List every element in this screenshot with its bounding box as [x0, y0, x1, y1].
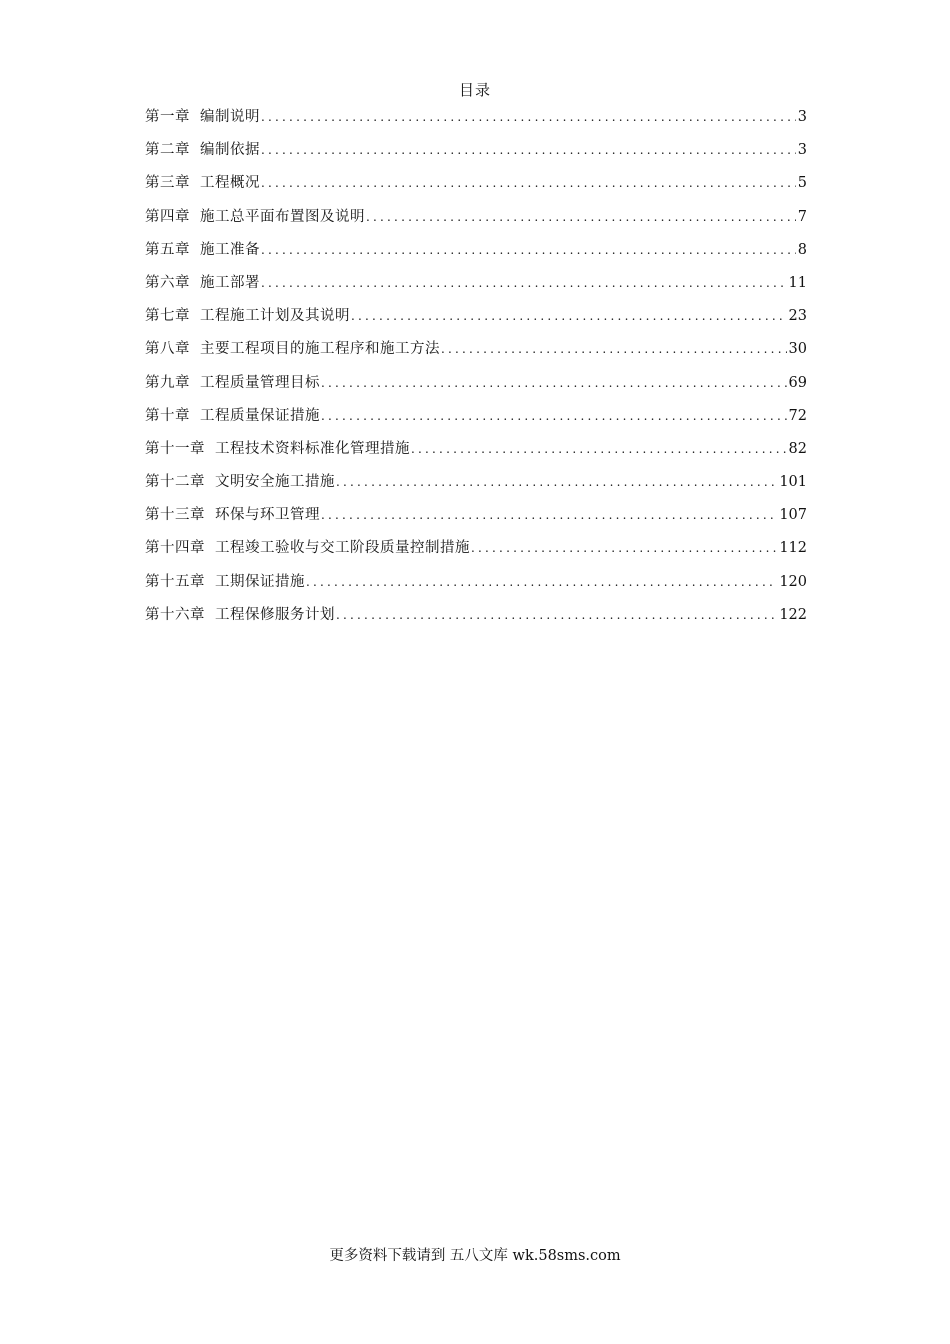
- toc-entry[interactable]: [145, 538, 807, 571]
- toc-page-number: 107: [779, 507, 807, 524]
- toc-chapter-number: 第五章: [145, 241, 190, 258]
- toc-entry[interactable]: [145, 207, 807, 240]
- toc-entry[interactable]: [145, 572, 807, 605]
- toc-page-number: 3: [797, 142, 807, 159]
- toc-dot-leader: [336, 472, 777, 492]
- toc-chapter-name: 施工总平面布置图及说明: [200, 208, 365, 225]
- toc-page-number: 122: [779, 606, 807, 623]
- toc-dot-leader: [261, 240, 796, 260]
- toc-chapter-name: 工程质量保证措施: [200, 407, 320, 424]
- toc-dot-leader: [351, 306, 787, 326]
- toc-page-number: 23: [788, 308, 807, 325]
- toc-chapter-number: 第六章: [145, 274, 190, 291]
- toc-chapter-number: 第十二章: [145, 474, 205, 491]
- toc-chapter-number: 第二章: [145, 142, 190, 159]
- toc-chapter-number: 第一章: [145, 109, 190, 125]
- toc-chapter-name: 编制说明: [200, 109, 260, 125]
- toc-page-number: 3: [797, 109, 807, 125]
- toc-entry[interactable]: [145, 339, 807, 372]
- toc-page-number: 112: [779, 540, 807, 557]
- toc-page-number: 69: [788, 374, 807, 391]
- toc-dot-leader: [261, 107, 796, 127]
- toc-dot-leader: [321, 505, 777, 525]
- toc-page-number: 101: [779, 474, 807, 491]
- toc-title: 目录: [458, 81, 491, 99]
- toc-dot-leader: [411, 439, 787, 459]
- toc-entry[interactable]: [145, 439, 807, 472]
- toc-chapter-number: 第八章: [145, 341, 190, 358]
- toc-page-number: 5: [797, 175, 807, 192]
- toc-page-number: 11: [788, 274, 807, 291]
- toc-page-number: 72: [788, 407, 807, 424]
- toc-dot-leader: [306, 572, 777, 592]
- toc-chapter-name: 主要工程项目的施工程序和施工方法: [200, 341, 440, 358]
- toc-chapter-name: 工程施工计划及其说明: [200, 308, 350, 325]
- toc-chapter-number: 第十四章: [145, 540, 205, 557]
- toc-page-number: 8: [797, 241, 807, 258]
- toc-chapter-name: 工程竣工验收与交工阶段质量控制措施: [215, 540, 470, 557]
- toc-chapter-number: 第十三章: [145, 507, 205, 524]
- toc-entry[interactable]: [145, 140, 807, 173]
- toc-chapter-name: 工期保证措施: [215, 573, 305, 590]
- toc-dot-leader: [336, 605, 777, 625]
- toc-entry[interactable]: [145, 240, 807, 273]
- toc-chapter-number: 第十五章: [145, 573, 205, 590]
- toc-chapter-name: 编制依据: [200, 142, 260, 159]
- toc-chapter-number: 第十六章: [145, 606, 205, 623]
- toc-entry[interactable]: [145, 373, 807, 406]
- toc-chapter-number: 第十章: [145, 407, 190, 424]
- toc-dot-leader: [441, 339, 787, 359]
- toc-dot-leader: [321, 373, 787, 393]
- toc-dot-leader: [471, 538, 777, 558]
- toc-page-number: 120: [779, 573, 807, 590]
- toc-entry[interactable]: [145, 273, 807, 306]
- toc-chapter-name: 工程概况: [200, 175, 260, 192]
- page-footer: 更多资料下载请到 五八文库 wk.58sms.com: [329, 1248, 621, 1264]
- toc-chapter-name: 环保与环卫管理: [215, 507, 320, 524]
- toc-dot-leader: [261, 173, 796, 193]
- toc-chapter-name: 工程技术资料标准化管理措施: [215, 440, 410, 457]
- toc-entry[interactable]: [145, 173, 807, 206]
- toc-entry[interactable]: [145, 472, 807, 505]
- toc-chapter-name: 施工准备: [200, 241, 260, 258]
- toc-dot-leader: [321, 406, 787, 426]
- toc-chapter-name: 施工部署: [200, 274, 260, 291]
- toc-entry[interactable]: [145, 406, 807, 439]
- toc-entry[interactable]: [145, 505, 807, 538]
- table-of-contents: [145, 107, 807, 638]
- toc-entry[interactable]: [145, 605, 807, 638]
- toc-dot-leader: [261, 273, 787, 293]
- toc-chapter-number: 第四章: [145, 208, 190, 225]
- toc-chapter-name: 工程质量管理目标: [200, 374, 320, 391]
- toc-chapter-name: 文明安全施工措施: [215, 474, 335, 491]
- toc-page-number: 7: [797, 208, 807, 225]
- toc-page-number: 30: [788, 341, 807, 358]
- toc-dot-leader: [261, 140, 796, 160]
- toc-dot-leader: [366, 207, 796, 227]
- toc-chapter-name: 工程保修服务计划: [215, 606, 335, 623]
- toc-entry[interactable]: [145, 107, 807, 140]
- toc-page-number: 82: [788, 440, 807, 457]
- toc-entry[interactable]: [145, 306, 807, 339]
- toc-chapter-number: 第九章: [145, 374, 190, 391]
- toc-chapter-number: 第三章: [145, 175, 190, 192]
- toc-chapter-number: 第十一章: [145, 440, 205, 457]
- toc-chapter-number: 第七章: [145, 308, 190, 325]
